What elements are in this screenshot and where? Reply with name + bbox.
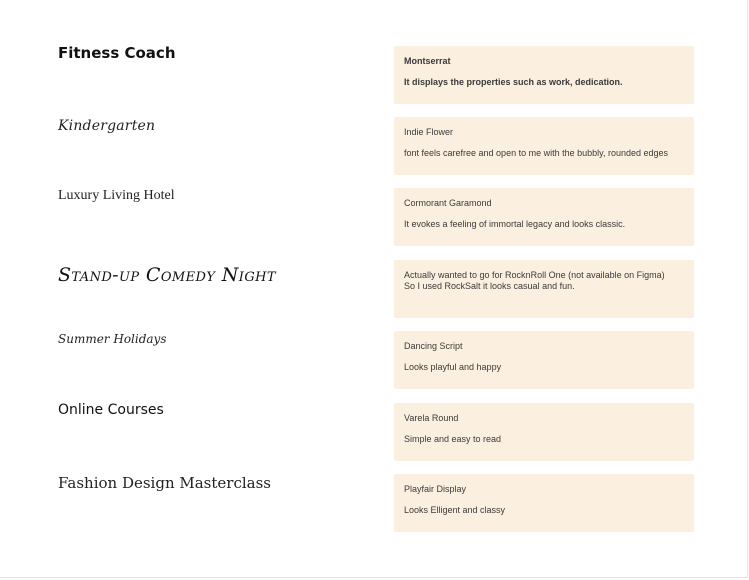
note-card-indie-flower xyxy=(394,117,694,175)
sample-fitness-coach: Fitness Coach xyxy=(58,44,176,62)
note-card-playfair-display xyxy=(394,474,694,532)
sample-online-courses: Online Courses xyxy=(58,402,164,418)
note-font-name: Actually wanted to go for RocknRoll One (not available on Figma) xyxy=(404,270,665,280)
note-card-cormorant-garamond xyxy=(394,188,694,246)
sample-luxury-living-hotel: Luxury Living Hotel xyxy=(58,188,175,203)
sample-summer-holidays: Summer Holidays xyxy=(58,332,167,346)
sample-stand-up-comedy-night: Stand-up Comedy Night xyxy=(58,264,276,286)
note-font-name: Playfair Display xyxy=(404,484,467,494)
note-font-name: Cormorant Garamond xyxy=(404,198,492,208)
note-font-name: Dancing Script xyxy=(404,341,463,351)
note-card-varela-round xyxy=(394,403,694,461)
note-description: Simple and easy to read xyxy=(404,434,502,444)
note-description: Looks Elligent and classy xyxy=(404,505,506,515)
note-card-montserrat xyxy=(394,46,694,104)
note-description: font feels carefree and open to me with the bubbly, rounded edges xyxy=(404,148,669,158)
sample-fashion-design-masterclass: Fashion Design Masterclass xyxy=(58,474,271,492)
note-font-name: Indie Flower xyxy=(404,127,454,137)
note-description: It displays the properties such as work, dedication. xyxy=(404,77,623,87)
sample-kindergarten: Kindergarten xyxy=(58,118,156,134)
note-card-dancing-script xyxy=(394,331,694,389)
note-font-name: Varela Round xyxy=(404,413,459,423)
note-description: It evokes a feeling of immortal legacy and looks classic. xyxy=(404,219,626,229)
note-font-name: Montserrat xyxy=(404,56,451,66)
note-description: Looks playful and happy xyxy=(404,362,502,372)
note-card-rocksalt xyxy=(394,260,694,318)
note-description: So I used RockSalt it looks casual and fun. xyxy=(404,281,575,291)
